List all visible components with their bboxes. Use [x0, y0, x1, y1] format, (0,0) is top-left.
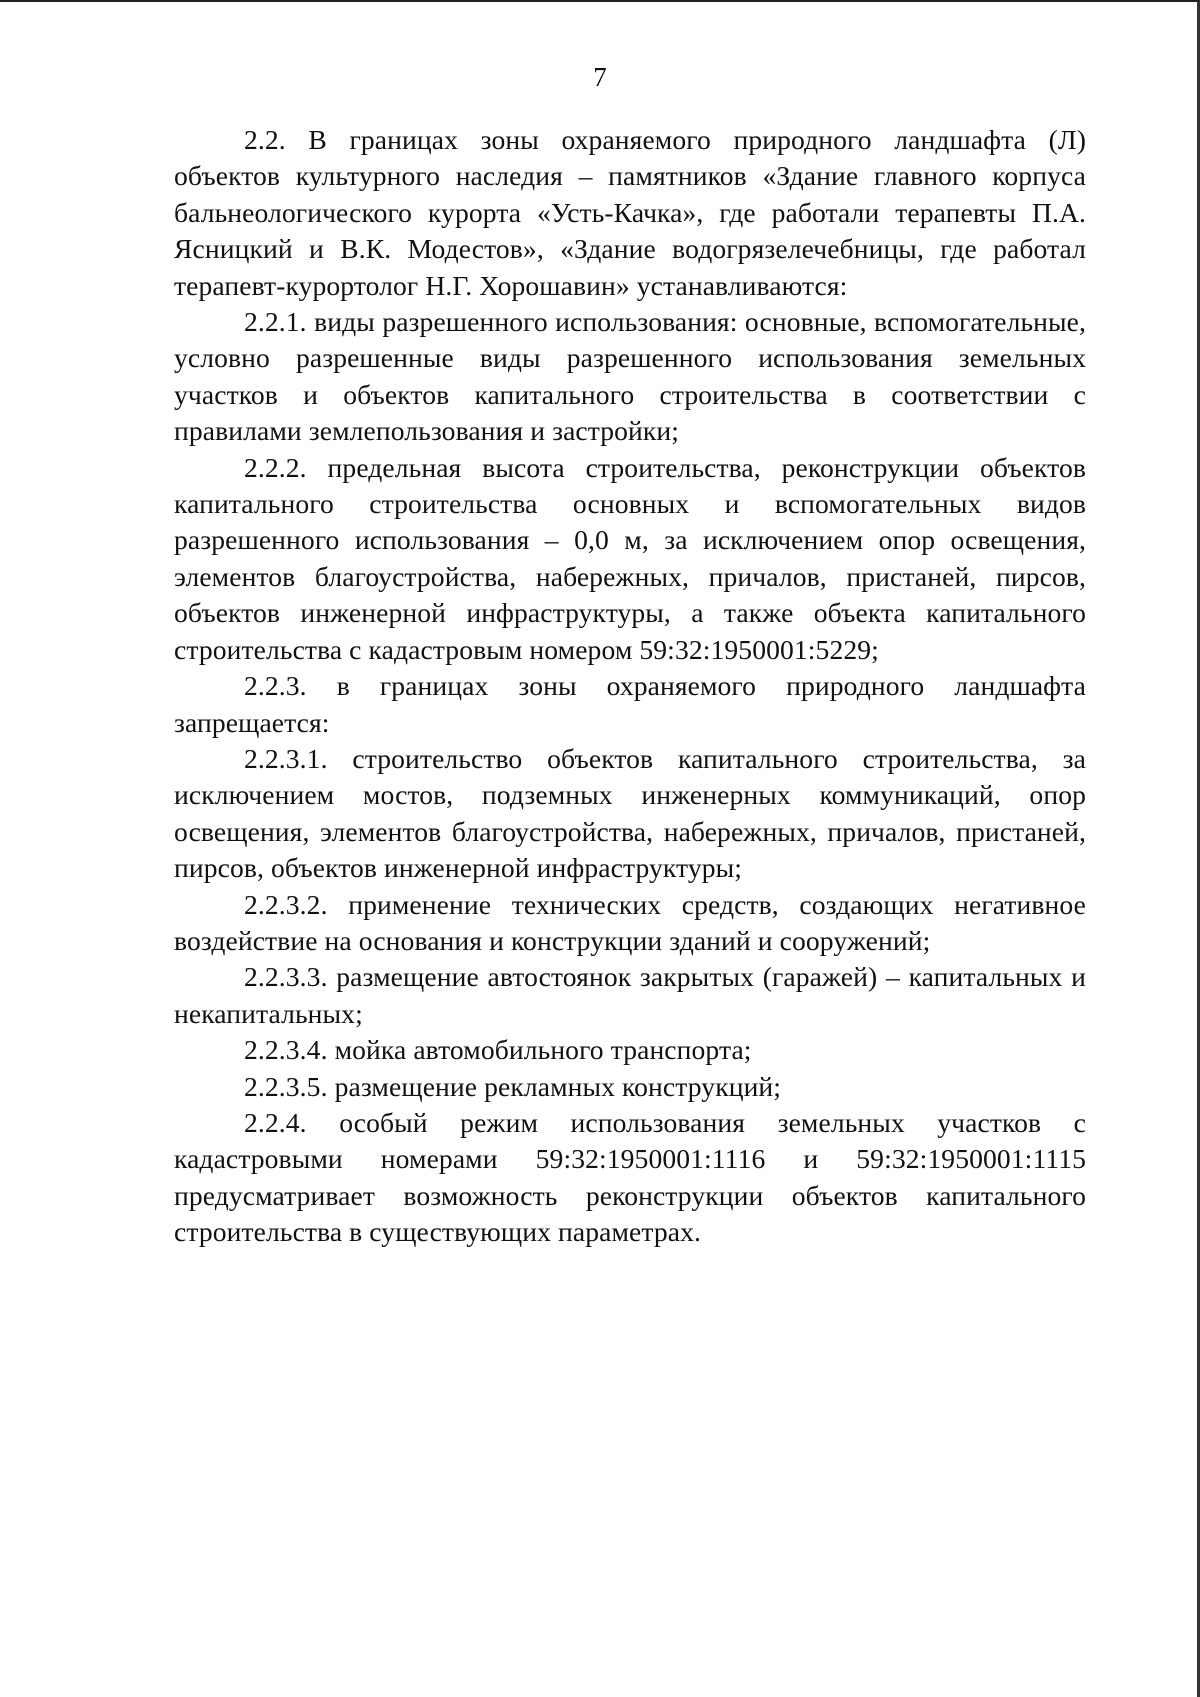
paragraph-2-2-1: 2.2.1. виды разрешенного использования: основные, вспомогательные, условно разрешенные виды разрешенного использования земельных участков и объектов капитального строительства в соответствии с правилами землепользования и застройки;: [174, 306, 1086, 447]
paragraph-2-2-3-5: 2.2.3.5. размещение рекламных конструкций;: [244, 1070, 782, 1102]
paragraph-2-2-3-1: 2.2.3.1. строительство объектов капитального строительства, за исключением мостов, подземных инженерных коммуникаций, опор освещения, элементов благоустройства, набережных, причалов, пристаней, пирсов, объектов инженерной инфраструктуры;: [174, 742, 1086, 884]
paragraph-2-2-3-2: 2.2.3.2. применение технических средств, создающих негативное воздействие на основания и конструкции зданий и сооружений;: [174, 888, 1086, 956]
paragraph-2-2-2: 2.2.2. предельная высота строительства, реконструкции объектов капитального строительства основных и вспомогательных видов разрешенного использования – 0,0 м, за исключением опор освещения, элементов благоустройства, набережных, причалов, пристаней, пирсов, объектов инженерной инфраструктуры, а также объекта капитального строительства с кадастровым номером 59:32:1950001:5229;: [174, 451, 1086, 665]
paragraph-2-2-3: 2.2.3. в границах зоны охраняемого природного ландшафта запрещается:: [174, 670, 1086, 738]
page-number: 7: [593, 62, 607, 92]
paragraph-2-2-4: 2.2.4. особый режим использования земельных участков с кадастровыми номерами 59:32:1950001:1116 и 59:32:1950001:1115 предусматривает возможность реконструкции объектов капитального строительства в существующих параметрах.: [174, 1106, 1086, 1248]
document-body: [174, 122, 1086, 1251]
paragraph-2-2-3-4: 2.2.3.4. мойка автомобильного транспорта;: [244, 1034, 752, 1066]
paragraph-2-2-3-3: 2.2.3.3. размещение автостоянок закрытых (гаражей) – капитальных и некапитальных;: [174, 961, 1086, 1029]
paragraph-2-2: 2.2. В границах зоны охраняемого природного ландшафта (Л) объектов культурного наследия – памятников «Здание главного корпуса бальнеологического курорта «Усть-Качка», где работали терапевты П.А. Ясницкий и В.К. Модестов», «Здание водогрязелечебницы, где работал терапевт-курортолог Н.Г. Хорошавин» устанавливаются:: [174, 124, 1086, 301]
